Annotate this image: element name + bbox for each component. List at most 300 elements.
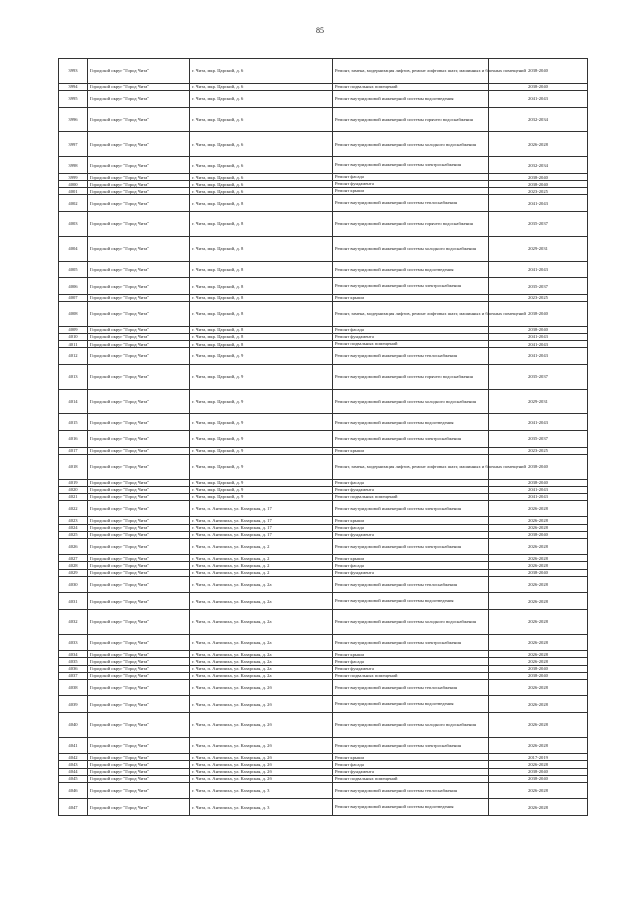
period-cell: 2026-2028 [489, 761, 588, 768]
address-cell: г. Чита, мкр. Царский, д. 9 [190, 431, 333, 448]
municipality-cell: Городской округ "Город Чита" [88, 712, 190, 737]
row-number: 3994 [59, 83, 88, 90]
municipality-cell: Городской округ "Город Чита" [88, 569, 190, 576]
work-type-cell: Ремонт внутридомовой инженерной системы электроснабжения [333, 500, 489, 517]
table-row [59, 799, 588, 816]
row-number: 4012 [59, 348, 88, 365]
table-row [59, 157, 588, 174]
period-cell: 2038-2040 [489, 569, 588, 576]
work-type-cell: Ремонт подвальных помещений [333, 672, 489, 679]
table-row [59, 195, 588, 212]
municipality-cell: Городской округ "Город Чита" [88, 524, 190, 531]
work-type-cell: Ремонт внутридомовой инженерной системы водоотведения [333, 799, 489, 816]
table-row [59, 59, 588, 84]
table-row [59, 326, 588, 333]
table-row [59, 768, 588, 775]
table-row [59, 696, 588, 713]
row-number: 4040 [59, 712, 88, 737]
work-type-cell: Ремонт крыши [333, 651, 489, 658]
table-row [59, 500, 588, 517]
work-type-cell: Ремонт фундамента [333, 181, 489, 188]
work-type-cell: Ремонт внутридомовой инженерной системы теплоснабжения [333, 195, 489, 212]
row-number: 4018 [59, 454, 88, 479]
address-cell: г. Чита, мкр. Царский, д. 6 [190, 188, 333, 195]
period-cell: 2026-2028 [489, 593, 588, 610]
period-cell: 2035-2037 [489, 431, 588, 448]
row-number: 4030 [59, 576, 88, 593]
period-cell: 2026-2028 [489, 651, 588, 658]
table-row [59, 634, 588, 651]
row-number: 4026 [59, 538, 88, 555]
municipality-cell: Городской округ "Город Чита" [88, 486, 190, 493]
row-number: 4005 [59, 261, 88, 278]
work-type-cell: Ремонт, замена, модернизация лифтов, ремонт лифтовых шахт, машинных и блочных помещений [333, 59, 489, 84]
row-number: 4000 [59, 181, 88, 188]
address-cell: г. Чита, мкр. Царский, д. 9 [190, 389, 333, 414]
period-cell: 2041-2043 [489, 493, 588, 500]
work-type-cell: Ремонт фасада [333, 761, 489, 768]
municipality-cell: Городской округ "Город Чита" [88, 517, 190, 524]
address-cell: г. Чита, п. Антипиха, ул. Казарская, д. 17 [190, 524, 333, 531]
address-cell: г. Чита, п. Антипиха, ул. Казарская, д. 3 [190, 782, 333, 799]
row-number: 4007 [59, 294, 88, 301]
municipality-cell: Городской округ "Город Чита" [88, 132, 190, 157]
period-cell: 2032-2034 [489, 107, 588, 132]
address-cell: г. Чита, п. Антипиха, ул. Казарская, д. 2б [190, 768, 333, 775]
row-number: 4045 [59, 775, 88, 782]
work-type-cell: Ремонт крыши [333, 517, 489, 524]
period-cell: 2041-2043 [489, 195, 588, 212]
row-number: 4032 [59, 609, 88, 634]
address-cell: г. Чита, мкр. Царский, д. 9 [190, 479, 333, 486]
work-type-cell: Ремонт фундамента [333, 768, 489, 775]
period-cell: 2041-2043 [489, 414, 588, 431]
period-cell: 2023-2025 [489, 294, 588, 301]
address-cell: г. Чита, мкр. Царский, д. 6 [190, 173, 333, 180]
period-cell: 2026-2028 [489, 132, 588, 157]
period-cell: 2029-2031 [489, 236, 588, 261]
work-type-cell: Ремонт внутридомовой инженерной системы горячего водоснабжения [333, 211, 489, 236]
work-type-cell: Ремонт внутридомовой инженерной системы холодного водоснабжения [333, 236, 489, 261]
address-cell: г. Чита, п. Антипиха, ул. Казарская, д. 2 [190, 538, 333, 555]
municipality-cell: Городской округ "Город Чита" [88, 326, 190, 333]
municipality-cell: Городской округ "Город Чита" [88, 665, 190, 672]
work-type-cell: Ремонт внутридомовой инженерной системы теплоснабжения [333, 679, 489, 696]
row-number: 4043 [59, 761, 88, 768]
period-cell: 2026-2028 [489, 538, 588, 555]
period-cell: 2026-2028 [489, 517, 588, 524]
period-cell: 2038-2040 [489, 454, 588, 479]
row-number: 4046 [59, 782, 88, 799]
table-row [59, 569, 588, 576]
municipality-cell: Городской округ "Город Чита" [88, 593, 190, 610]
row-number: 4037 [59, 672, 88, 679]
address-cell: г. Чита, мкр. Царский, д. 8 [190, 278, 333, 295]
address-cell: г. Чита, мкр. Царский, д. 9 [190, 414, 333, 431]
work-type-cell: Ремонт фасада [333, 479, 489, 486]
table-row [59, 333, 588, 340]
table-row [59, 181, 588, 188]
municipality-cell: Городской округ "Город Чита" [88, 431, 190, 448]
municipality-cell: Городской округ "Город Чита" [88, 301, 190, 326]
municipality-cell: Городской округ "Город Чита" [88, 261, 190, 278]
period-cell: 2026-2028 [489, 576, 588, 593]
table-row [59, 737, 588, 754]
page-number: 85 [316, 26, 324, 35]
address-cell: г. Чита, мкр. Царский, д. 8 [190, 294, 333, 301]
row-number: 4013 [59, 364, 88, 389]
period-cell: 2041-2043 [489, 340, 588, 347]
work-type-cell: Ремонт внутридомовой инженерной системы холодного водоснабжения [333, 389, 489, 414]
municipality-cell: Городской округ "Город Чита" [88, 479, 190, 486]
municipality-cell: Городской округ "Город Чита" [88, 278, 190, 295]
address-cell: г. Чита, п. Антипиха, ул. Казарская, д. 2а [190, 651, 333, 658]
municipality-cell: Городской округ "Город Чита" [88, 333, 190, 340]
address-cell: г. Чита, мкр. Царский, д. 8 [190, 195, 333, 212]
period-cell: 2041-2043 [489, 333, 588, 340]
municipality-cell: Городской округ "Город Чита" [88, 658, 190, 665]
municipality-cell: Городской округ "Город Чита" [88, 500, 190, 517]
municipality-cell: Городской округ "Город Чита" [88, 454, 190, 479]
row-number: 4031 [59, 593, 88, 610]
municipality-cell: Городской округ "Город Чита" [88, 754, 190, 761]
address-cell: г. Чита, п. Антипиха, ул. Казарская, д. 2а [190, 665, 333, 672]
work-type-cell: Ремонт крыши [333, 754, 489, 761]
work-type-cell: Ремонт внутридомовой инженерной системы холодного водоснабжения [333, 609, 489, 634]
period-cell: 2026-2028 [489, 799, 588, 816]
row-number: 3998 [59, 157, 88, 174]
address-cell: г. Чита, мкр. Царский, д. 6 [190, 132, 333, 157]
municipality-cell: Городской округ "Город Чита" [88, 538, 190, 555]
table-row [59, 188, 588, 195]
table-row [59, 517, 588, 524]
period-cell: 2026-2028 [489, 609, 588, 634]
municipality-cell: Городской округ "Город Чита" [88, 188, 190, 195]
address-cell: г. Чита, п. Антипиха, ул. Казарская, д. 17 [190, 531, 333, 538]
work-type-cell: Ремонт внутридомовой инженерной системы водоотведения [333, 414, 489, 431]
work-type-cell: Ремонт внутридомовой инженерной системы горячего водоснабжения [333, 364, 489, 389]
work-type-cell: Ремонт фасада [333, 524, 489, 531]
row-number: 4034 [59, 651, 88, 658]
address-cell: г. Чита, мкр. Царский, д. 8 [190, 326, 333, 333]
municipality-cell: Городской округ "Город Чита" [88, 609, 190, 634]
row-number: 4010 [59, 333, 88, 340]
work-type-cell: Ремонт внутридомовой инженерной системы водоотведения [333, 261, 489, 278]
work-type-cell: Ремонт, замена, модернизация лифтов, ремонт лифтовых шахт, машинных и блочных помещений [333, 301, 489, 326]
row-number: 3993 [59, 59, 88, 84]
municipality-cell: Городской округ "Город Чита" [88, 340, 190, 347]
municipality-cell: Городской округ "Город Чита" [88, 195, 190, 212]
address-cell: г. Чита, п. Антипиха, ул. Казарская, д. 3 [190, 799, 333, 816]
period-cell: 2038-2040 [489, 301, 588, 326]
municipality-cell: Городской округ "Город Чита" [88, 634, 190, 651]
table-row [59, 278, 588, 295]
address-cell: г. Чита, п. Антипиха, ул. Казарская, д. 2 [190, 569, 333, 576]
row-number: 4015 [59, 414, 88, 431]
row-number: 4008 [59, 301, 88, 326]
period-cell: 2038-2040 [489, 326, 588, 333]
address-cell: г. Чита, п. Антипиха, ул. Казарская, д. 2 [190, 555, 333, 562]
work-type-cell: Ремонт внутридомовой инженерной системы горячего водоснабжения [333, 107, 489, 132]
period-cell: 2035-2037 [489, 211, 588, 236]
table-row [59, 665, 588, 672]
table-row [59, 340, 588, 347]
row-number: 4027 [59, 555, 88, 562]
address-cell: г. Чита, мкр. Царский, д. 6 [190, 90, 333, 107]
table-row [59, 754, 588, 761]
municipality-cell: Городской округ "Город Чита" [88, 348, 190, 365]
period-cell: 2038-2040 [489, 768, 588, 775]
row-number: 4020 [59, 486, 88, 493]
table-row [59, 486, 588, 493]
period-cell: 2026-2028 [489, 712, 588, 737]
municipality-cell: Городской округ "Город Чита" [88, 447, 190, 454]
period-cell: 2026-2028 [489, 658, 588, 665]
table-row [59, 454, 588, 479]
municipality-cell: Городской округ "Город Чита" [88, 761, 190, 768]
address-cell: г. Чита, мкр. Царский, д. 8 [190, 236, 333, 261]
municipality-cell: Городской округ "Город Чита" [88, 83, 190, 90]
row-number: 4002 [59, 195, 88, 212]
municipality-cell: Городской округ "Город Чита" [88, 389, 190, 414]
period-cell: 2038-2040 [489, 181, 588, 188]
table-row [59, 301, 588, 326]
municipality-cell: Городской округ "Город Чита" [88, 414, 190, 431]
work-type-cell: Ремонт крыши [333, 447, 489, 454]
work-type-cell: Ремонт фундамента [333, 531, 489, 538]
work-type-cell: Ремонт фундамента [333, 333, 489, 340]
address-cell: г. Чита, п. Антипиха, ул. Казарская, д. 2а [190, 609, 333, 634]
period-cell: 2026-2028 [489, 524, 588, 531]
work-type-cell: Ремонт внутридомовой инженерной системы холодного водоснабжения [333, 132, 489, 157]
work-type-cell: Ремонт внутридомовой инженерной системы теплоснабжения [333, 782, 489, 799]
table-row [59, 538, 588, 555]
address-cell: г. Чита, мкр. Царский, д. 6 [190, 157, 333, 174]
table-row [59, 531, 588, 538]
work-type-cell: Ремонт внутридомовой инженерной системы электроснабжения [333, 157, 489, 174]
address-cell: г. Чита, мкр. Царский, д. 6 [190, 107, 333, 132]
period-cell: 2038-2040 [489, 83, 588, 90]
table-row [59, 672, 588, 679]
table-row [59, 173, 588, 180]
work-type-cell: Ремонт внутридомовой инженерной системы холодного водоснабжения [333, 712, 489, 737]
municipality-cell: Городской округ "Город Чита" [88, 59, 190, 84]
row-number: 4011 [59, 340, 88, 347]
row-number: 3997 [59, 132, 88, 157]
row-number: 4001 [59, 188, 88, 195]
municipality-cell: Городской округ "Город Чита" [88, 576, 190, 593]
table-row [59, 555, 588, 562]
row-number: 4021 [59, 493, 88, 500]
address-cell: г. Чита, п. Антипиха, ул. Казарская, д. 2б [190, 696, 333, 713]
period-cell: 2026-2028 [489, 562, 588, 569]
row-number: 4023 [59, 517, 88, 524]
row-number: 4047 [59, 799, 88, 816]
municipality-cell: Городской округ "Город Чита" [88, 799, 190, 816]
work-type-cell: Ремонт внутридомовой инженерной системы электроснабжения [333, 634, 489, 651]
period-cell: 2026-2028 [489, 696, 588, 713]
address-cell: г. Чита, п. Антипиха, ул. Казарская, д. 2б [190, 737, 333, 754]
address-cell: г. Чита, мкр. Царский, д. 9 [190, 364, 333, 389]
address-cell: г. Чита, п. Антипиха, ул. Казарская, д. 2б [190, 761, 333, 768]
address-cell: г. Чита, мкр. Царский, д. 9 [190, 454, 333, 479]
address-cell: г. Чита, п. Антипиха, ул. Казарская, д. 17 [190, 500, 333, 517]
work-type-cell: Ремонт внутридомовой инженерной системы водоотведения [333, 90, 489, 107]
table-row [59, 775, 588, 782]
work-type-cell: Ремонт подвальных помещений [333, 775, 489, 782]
table-row [59, 651, 588, 658]
period-cell: 2038-2040 [489, 775, 588, 782]
municipality-cell: Городской округ "Город Чита" [88, 555, 190, 562]
period-cell: 2038-2040 [489, 672, 588, 679]
period-cell: 2035-2037 [489, 364, 588, 389]
address-cell: г. Чита, п. Антипиха, ул. Казарская, д. 2а [190, 576, 333, 593]
period-cell: 2038-2040 [489, 531, 588, 538]
address-cell: г. Чита, п. Антипиха, ул. Казарская, д. 2б [190, 712, 333, 737]
row-number: 4004 [59, 236, 88, 261]
address-cell: г. Чита, мкр. Царский, д. 9 [190, 447, 333, 454]
work-type-cell: Ремонт фундамента [333, 665, 489, 672]
row-number: 3995 [59, 90, 88, 107]
row-number: 4017 [59, 447, 88, 454]
address-cell: г. Чита, мкр. Царский, д. 6 [190, 59, 333, 84]
table-row [59, 782, 588, 799]
municipality-cell: Городской округ "Город Чита" [88, 181, 190, 188]
municipality-cell: Городской округ "Город Чита" [88, 672, 190, 679]
row-number: 4028 [59, 562, 88, 569]
work-type-cell: Ремонт подвальных помещений [333, 83, 489, 90]
table-row [59, 712, 588, 737]
row-number: 4016 [59, 431, 88, 448]
address-cell: г. Чита, мкр. Царский, д. 9 [190, 493, 333, 500]
address-cell: г. Чита, мкр. Царский, д. 6 [190, 181, 333, 188]
address-cell: г. Чита, мкр. Царский, д. 6 [190, 83, 333, 90]
address-cell: г. Чита, мкр. Царский, д. 8 [190, 261, 333, 278]
table-row [59, 447, 588, 454]
row-number: 4042 [59, 754, 88, 761]
municipality-cell: Городской округ "Город Чита" [88, 294, 190, 301]
address-cell: г. Чита, мкр. Царский, д. 8 [190, 211, 333, 236]
row-number: 4029 [59, 569, 88, 576]
row-number: 4019 [59, 479, 88, 486]
address-cell: г. Чита, мкр. Царский, д. 9 [190, 348, 333, 365]
table-row [59, 562, 588, 569]
work-type-cell: Ремонт крыши [333, 555, 489, 562]
table-row [59, 90, 588, 107]
address-cell: г. Чита, мкр. Царский, д. 9 [190, 486, 333, 493]
row-number: 4036 [59, 665, 88, 672]
table-row [59, 679, 588, 696]
capital-repair-table [58, 58, 588, 816]
row-number: 4038 [59, 679, 88, 696]
address-cell: г. Чита, п. Антипиха, ул. Казарская, д. 17 [190, 517, 333, 524]
work-type-cell: Ремонт подвальных помещений [333, 493, 489, 500]
table-row [59, 493, 588, 500]
row-number: 4033 [59, 634, 88, 651]
address-cell: г. Чита, п. Антипиха, ул. Казарская, д. 2б [190, 679, 333, 696]
work-type-cell: Ремонт внутридомовой инженерной системы теплоснабжения [333, 576, 489, 593]
period-cell: 2038-2040 [489, 59, 588, 84]
period-cell: 2041-2043 [489, 348, 588, 365]
address-cell: г. Чита, мкр. Царский, д. 8 [190, 340, 333, 347]
municipality-cell: Городской округ "Город Чита" [88, 493, 190, 500]
address-cell: г. Чита, п. Антипиха, ул. Казарская, д. 2 [190, 562, 333, 569]
municipality-cell: Городской округ "Город Чита" [88, 651, 190, 658]
period-cell: 2038-2040 [489, 173, 588, 180]
period-cell: 2038-2040 [489, 665, 588, 672]
table-row [59, 364, 588, 389]
table-row [59, 83, 588, 90]
period-cell: 2032-2034 [489, 157, 588, 174]
table-row [59, 389, 588, 414]
work-type-cell: Ремонт фундамента [333, 569, 489, 576]
work-type-cell: Ремонт крыши [333, 294, 489, 301]
work-type-cell: Ремонт фасада [333, 658, 489, 665]
period-cell: 2026-2028 [489, 737, 588, 754]
period-cell: 2023-2025 [489, 447, 588, 454]
municipality-cell: Городской округ "Город Чита" [88, 364, 190, 389]
table-row [59, 294, 588, 301]
address-cell: г. Чита, мкр. Царский, д. 8 [190, 301, 333, 326]
period-cell: 2026-2028 [489, 634, 588, 651]
table-row [59, 479, 588, 486]
row-number: 4039 [59, 696, 88, 713]
address-cell: г. Чита, п. Антипиха, ул. Казарская, д. 2б [190, 775, 333, 782]
table-row [59, 261, 588, 278]
municipality-cell: Городской округ "Город Чита" [88, 107, 190, 132]
table-row [59, 348, 588, 365]
period-cell: 2026-2028 [489, 679, 588, 696]
work-type-cell: Ремонт внутридомовой инженерной системы теплоснабжения [333, 348, 489, 365]
work-type-cell: Ремонт фасада [333, 562, 489, 569]
municipality-cell: Городской округ "Город Чита" [88, 90, 190, 107]
address-cell: г. Чита, п. Антипиха, ул. Казарская, д. 2а [190, 658, 333, 665]
row-number: 4006 [59, 278, 88, 295]
address-cell: г. Чита, мкр. Царский, д. 8 [190, 333, 333, 340]
period-cell: 2023-2025 [489, 188, 588, 195]
municipality-cell: Городской округ "Город Чита" [88, 737, 190, 754]
municipality-cell: Городской округ "Город Чита" [88, 236, 190, 261]
work-type-cell: Ремонт внутридомовой инженерной системы водоотведения [333, 696, 489, 713]
row-number: 4014 [59, 389, 88, 414]
address-cell: г. Чита, п. Антипиха, ул. Казарская, д. 2а [190, 672, 333, 679]
table-row [59, 132, 588, 157]
period-cell: 2041-2043 [489, 261, 588, 278]
work-type-cell: Ремонт внутридомовой инженерной системы электроснабжения [333, 278, 489, 295]
work-type-cell: Ремонт внутридомовой инженерной системы водоотведения [333, 593, 489, 610]
period-cell: 2041-2043 [489, 486, 588, 493]
municipality-cell: Городской округ "Город Чита" [88, 775, 190, 782]
municipality-cell: Городской округ "Город Чита" [88, 782, 190, 799]
row-number: 4035 [59, 658, 88, 665]
row-number: 4024 [59, 524, 88, 531]
row-number: 3996 [59, 107, 88, 132]
work-type-cell: Ремонт фасада [333, 173, 489, 180]
work-type-cell: Ремонт подвальных помещений [333, 340, 489, 347]
table-row [59, 609, 588, 634]
period-cell: 2038-2040 [489, 479, 588, 486]
municipality-cell: Городской округ "Город Чита" [88, 173, 190, 180]
table-row [59, 593, 588, 610]
work-type-cell: Ремонт фундамента [333, 486, 489, 493]
municipality-cell: Городской округ "Город Чита" [88, 211, 190, 236]
work-type-cell: Ремонт фасада [333, 326, 489, 333]
table-row [59, 211, 588, 236]
address-cell: г. Чита, п. Антипиха, ул. Казарская, д. 2б [190, 754, 333, 761]
row-number: 4044 [59, 768, 88, 775]
municipality-cell: Городской округ "Город Чита" [88, 531, 190, 538]
period-cell: 2017-2019 [489, 754, 588, 761]
